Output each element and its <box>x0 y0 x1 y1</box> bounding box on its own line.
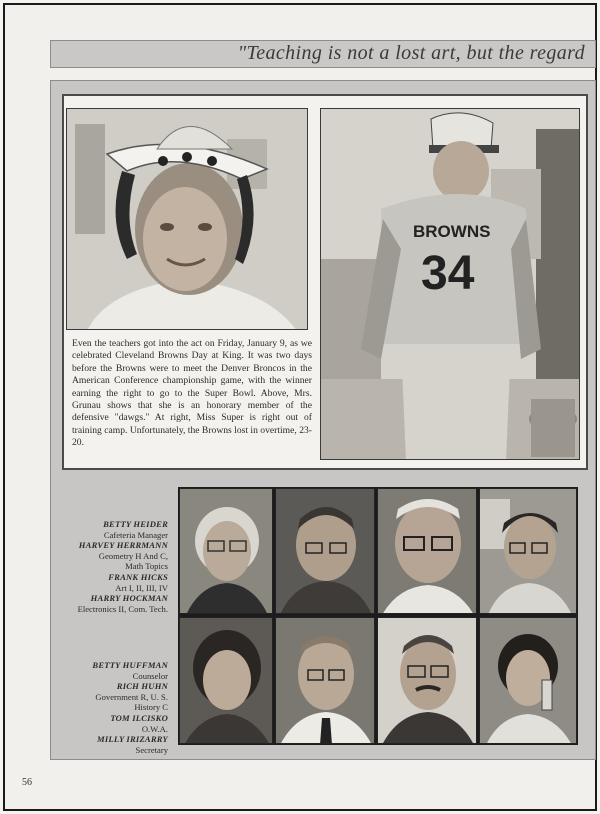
faculty-role: Cafeteria Manager <box>103 529 168 540</box>
faculty-name: RICH HUHN <box>116 681 168 692</box>
faculty-role: Government R, U. S. History C <box>95 691 168 713</box>
faculty-name: BETTY HUFFMAN <box>92 660 168 670</box>
portrait-photo <box>377 617 477 744</box>
portrait-photo <box>179 488 273 614</box>
quote-banner <box>50 40 596 68</box>
faculty-role: Art I, II, III, IV <box>115 582 168 593</box>
faculty-role: O.W.A. <box>141 723 168 734</box>
portrait-photo <box>179 617 273 744</box>
faculty-names-bottom <box>60 660 168 755</box>
faculty-entry <box>60 681 168 713</box>
faculty-name: TOM ILCISKO <box>110 712 168 723</box>
faculty-entry <box>60 540 168 572</box>
portrait-photo <box>479 617 577 744</box>
faculty-name: HARVEY HERRMANN <box>78 540 168 551</box>
faculty-name: FRANK HICKS <box>108 571 168 582</box>
faculty-role: Counselor <box>132 670 168 681</box>
faculty-role: Geometry H And C, Math Topics <box>98 550 168 572</box>
faculty-entry <box>60 734 168 755</box>
faculty-entry <box>60 660 168 681</box>
portrait-photo <box>479 488 577 614</box>
faculty-name: BETTY HEIDER <box>103 519 168 529</box>
faculty-name: HARRY HOCKMAN <box>90 593 168 604</box>
portrait-photo <box>275 617 375 744</box>
photo-grunau <box>66 108 308 330</box>
faculty-role: Secretary <box>135 744 168 755</box>
faculty-role: Electronics II, Com. Tech. <box>77 603 168 614</box>
faculty-entry <box>60 713 168 734</box>
faculty-names-top <box>60 519 168 614</box>
photo-super-illustration <box>321 109 580 460</box>
photo-grunau-illustration <box>67 109 308 330</box>
portrait-photo <box>275 488 375 614</box>
faculty-entry <box>60 572 168 593</box>
jersey-number-text: 34 <box>421 247 475 300</box>
quote-text: "Teaching is not a lost art, but the regard <box>237 42 585 64</box>
page-number: 56 <box>22 777 32 788</box>
faculty-entry <box>60 519 168 540</box>
faculty-entry <box>60 593 168 614</box>
jersey-team-text: BROWNS <box>413 222 491 241</box>
faculty-name: MILLY IRIZARRY <box>96 734 168 745</box>
photo-super <box>320 108 580 460</box>
feature-caption: Even the teachers got into the act on Friday, January 9, as we celebrated Cleveland Browns Day at King. It was two days before the Browns were to meet the Denver Broncos in the American Conference championship game, with the winner earning the right to go to the Super Bowl. Above, Mrs. Grunau shows that she is an honorary member of the defensive "dawgs." At right, Miss Super is right out of training camp. Unfortunately, the Browns lost in overtime, 23-20. <box>72 338 312 449</box>
portrait-photo <box>377 488 477 614</box>
